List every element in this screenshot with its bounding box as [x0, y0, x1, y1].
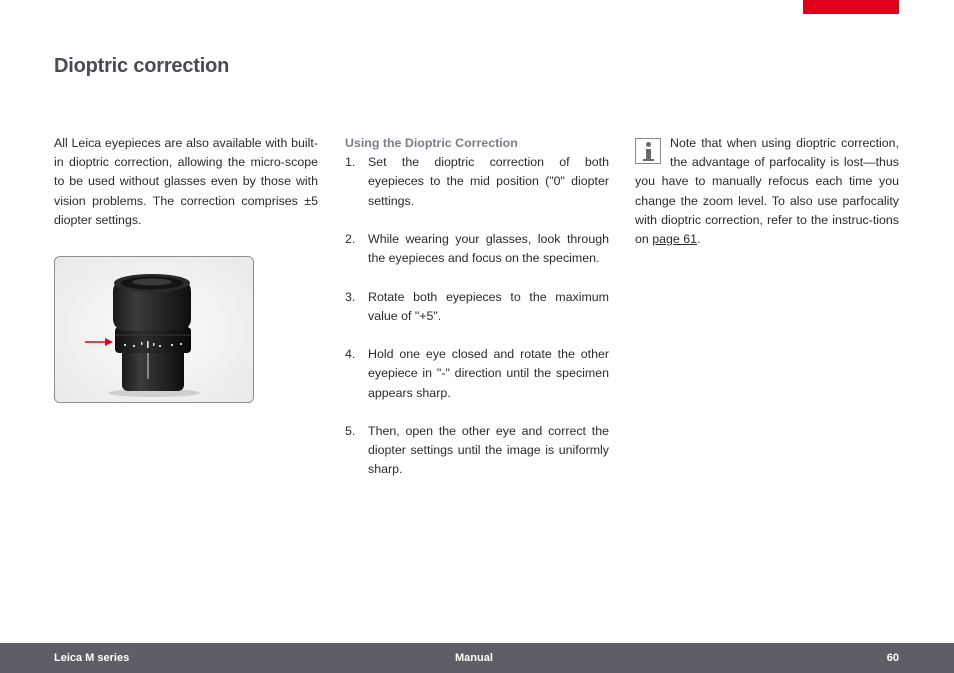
step-number: 4.: [345, 347, 356, 362]
procedure-heading: Using the Dioptric Correction: [345, 136, 518, 150]
step-item: [345, 345, 609, 403]
info-icon: [635, 138, 661, 164]
page-footer: [0, 643, 954, 673]
step-text: Then, open the other eye and correct the diopter settings until the image is uniformly sharp.: [368, 423, 609, 477]
step-item: [345, 230, 609, 268]
step-item: [345, 288, 609, 326]
eyepiece-photo: [54, 256, 254, 403]
footer-document-type: Manual: [455, 652, 493, 664]
step-number: 2.: [345, 232, 356, 246]
step-number: 1.: [345, 155, 356, 170]
step-text: Set the dioptric correction of both eyepieces to the mid position ("0" diopter settings.: [368, 155, 609, 208]
step-number: 3.: [345, 289, 356, 304]
step-text: Hold one eye closed and rotate the other eyepiece in "-" direction until the specimen appears sharp.: [368, 347, 609, 400]
step-text: Rotate both eyepieces to the maximum value of "+5".: [368, 289, 609, 323]
step-item: [345, 153, 609, 211]
intro-paragraph: All Leica eyepieces are also available with built-in dioptric correction, allowing the micro-scope to be used without glasses even by those with vision problems. The correction comprises ±5 diopter settings.: [54, 136, 318, 227]
step-number: 5.: [345, 423, 356, 438]
footer-product: Leica M series: [54, 652, 130, 664]
eyepiece-illustration: [55, 257, 253, 402]
note-text-end: .: [697, 232, 701, 247]
step-text: While wearing your glasses, look through the eyepieces and focus on the specimen.: [368, 232, 609, 266]
page-61-link[interactable]: page 61: [652, 232, 698, 247]
footer-page-number: 60: [886, 652, 899, 664]
note-text: Note that when using dioptric correction, the advantage of parfocality is lost—thus you have to manually refocus each time you change the zoom level. To also use parfocality with dioptric correction, refer to the instruc-tions on: [635, 136, 899, 247]
header-accent-tab: [803, 0, 899, 14]
step-item: [345, 422, 609, 480]
note-column: [635, 134, 899, 249]
procedure-steps: [345, 153, 609, 479]
page-title: Dioptric correction: [54, 55, 230, 77]
procedure-column: [345, 134, 609, 499]
intro-column: [54, 134, 318, 230]
